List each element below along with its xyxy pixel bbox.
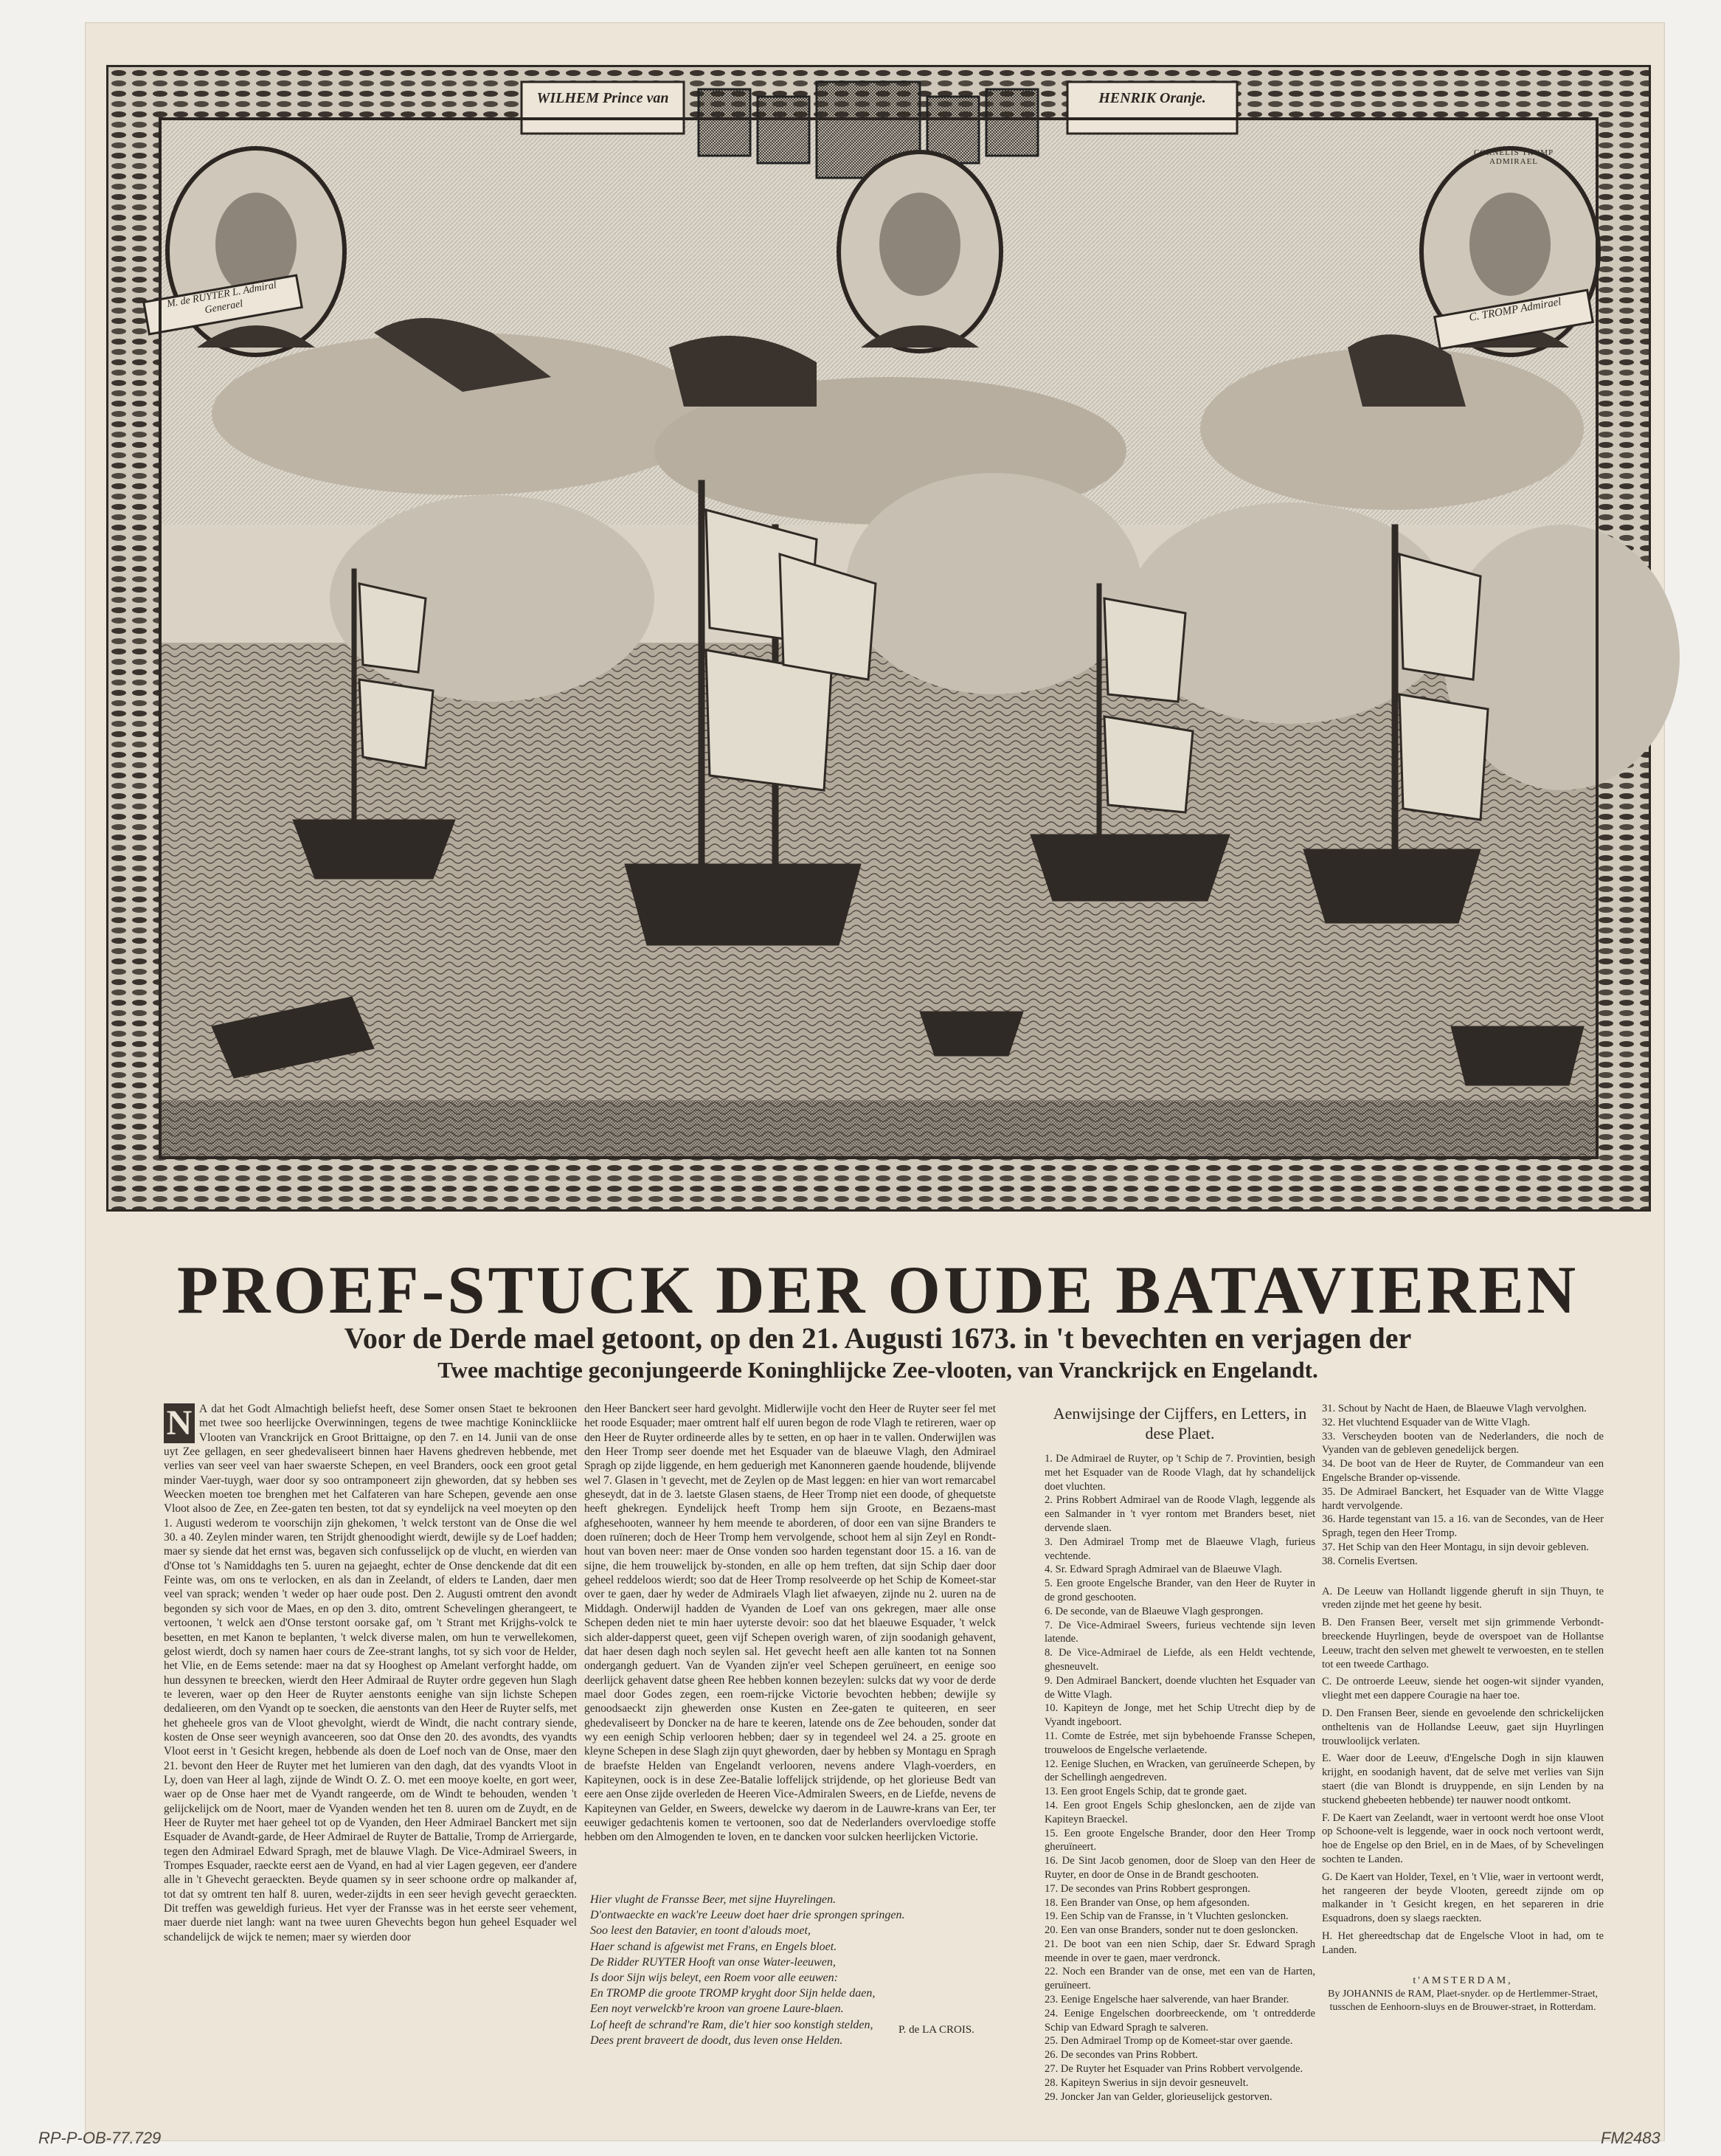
legend-item: 9. Den Admirael Banckert, doende vluchten het Esquader van de Witte Vlagh. xyxy=(1045,1674,1315,1701)
letter-item: D. Den Fransen Beer, siende en gevoelende den schrickelijcken ontheltenis van de Hollandse Leeuw, gaet sijn Huyrlingen trouwloolijck verlaten. xyxy=(1322,1707,1604,1747)
legend-item: 3. Den Admirael Tromp met de Blaeuwe Vlagh, furieus vechtende. xyxy=(1045,1535,1315,1562)
letter-item: A. De Leeuw van Hollandt liggende gheruft in sijn Thuyn, te vreden zijnde met het geene hy besit. xyxy=(1322,1585,1604,1611)
letter-legend xyxy=(1322,1585,1604,1958)
poem-line: Dees prent braveert de doodt, dus leven onse Helden. xyxy=(590,2034,843,2047)
legend-item: 6. De seconde, van de Blaeuwe Vlagh gesprongen. xyxy=(1045,1605,1264,1617)
legend-item: 12. Eenige Sluchen, en Wracken, van geruïneerde Schepen, by der Schellingh aengedreven. xyxy=(1045,1758,1315,1784)
arc-tromp: CORNELIS TROMP ADMIRAEL xyxy=(1473,148,1554,166)
legend-item: 37. Het Schip van den Heer Montagu, in sijn devoir gebleven. xyxy=(1322,1541,1589,1553)
legend-item: 35. De Admirael Banckert, het Esquader van de Witte Vlagge hardt vervolgende. xyxy=(1322,1485,1604,1512)
legend-item: 36. Harde tegenstant van 15. a 16. van de Secondes, van de Heer Spragh, tegen den Heer Tromp. xyxy=(1322,1513,1604,1540)
narrative-text-2: den Heer Banckert seer hard gevolght. Midlerwijle vocht den Heer de Ruyter seer fel met het roode Esquader; maer omtrent half elf uuren begon de rode Vlagh te retireren, waer op den Heer de Ruyter ordineerde alles by te setten, en op haer in te vallen. Onderwijlen was den Heer Tromp seer doende met het Esquader van de blaeuwe Vlagh, den Admirael Spragh op zijde liggende, en hem geduerigh met Kanonneren gaende houdende, blijvende wel 7. Glasen in 't gevecht, met de Zeylen op de Mast leggen: en hier van wort remarcabel gheseydt, dat in de 3. laetste Glasen staens, de Heer Tromp niet een doode, of ghequetste heeft ghekregen. Eyndelijck heeft Tromp hem sijn Groote, en Bezaens-mast afghesehooten, wanneer hy hem meende te aborderen, of door een van sijne Branders te doen ruïneren; doch de Heer Tromp hem vervolgende, schoot hem al sijn Zeyl en Rondt-hout van boven neer: maer de Onse vonden soo harden tegenstant door 15. a 16. van de sijne, die hem trouwelijck by-stonden, en alle op hem treften, dat sijn Schip daer door geheel reddeloos wierdt; soo dat de Heer Tromp resolveerde op het Schip de Komeet-star over te gaen, daer hy weder de Admiraels Vlagh liet afwaeyen, zijnde nu 2. uuren na de Middagh. Onderwijl hadden de Vyanden de Loef van ons gekregen, maer alle onse Schepen deden niet te min haer uyterste devoir: soo dat het blaeuwe Esquader, 't welck sich alder-dapperst queet, geen vijf Schepen overigh waren, of zijn soodanigh gehavent, dat haer desen dagh noch seylen sal. Het gevecht heeft aen alle kanten tot na Sonnen ondergangh geduert. Van de Vyanden zijn'er veel Schepen geruïneert, en eenige soo deerlijck gehavent datse gheen Ree hebben konnen bezeylen: sulcks dat wy voor de derde mael door Godes zegen, een roem-rijcke Victorie bevochten hebben; dewijle sy genoodsaeckt zijn ghewerden onse Kusten en Zee-gaten te quiteeren, en seer ghedevaliseert by Doncker na de hare te keeren, latende ons de Zee behouden, sonder dat wy een eenigh Schip verlooren hebben; daer sy in tegendeel wel 24. a 25. groote en kleyne Schepen in dese Slagh zijn quyt gheworden, daer by hebben sy Montagu en Spragh de braefste Helden van Engelandt verlooren, nevens andere Vlagh-voerders, en Kapiteynen, oock is in dese Zee-Batalie loffelijck strijdende, op het glorieuse Bedt van eere aen Onse zijde overleden de Heeren Vice-Admiralen Sweers, en de Liefde, nevens de Kapiteynen van Gelder, en Sweers, dewelcke wy daerom in de Lauwre-krans van Eer, ter eeuwiger gedachtenis komen te vertoonen, soo dat de Nederlanders overvloedige stoffe hebben om den Almogenden te loven, en te dancken voor sulcken heerlijcken Victorie. xyxy=(584,1403,996,1844)
letter-item: F. De Kaert van Zeelandt, waer in vertoont werdt hoe onse Vloot op Schoone-velt is leggende, waer in oock noch vertoont werdt, hoe de Engelse op den Briel, en in de Maes, of by Schevelingen sochten te Landen. xyxy=(1322,1811,1604,1865)
poem-line: Een noyt verwelckb're kroon van groene Laure-blaen. xyxy=(590,2003,844,2016)
legend-item: 34. De boot van de Heer de Ruyter, de Commandeur van een Engelsche Brander op-vissende. xyxy=(1322,1458,1604,1484)
legend-item: 21. De boot van een nien Schip, daer Sr. Edward Spragh meende in over te gaen, maer verdronck. xyxy=(1045,1938,1315,1964)
narrative-column-2 xyxy=(584,1402,996,1859)
poem-line: Haer schand is afgewist met Frans, en Engels bloet. xyxy=(590,1940,837,1953)
poem-line: Hier vlught de Fransse Beer, met sijne Huyrelingen. xyxy=(590,1893,837,1906)
poem-line: De Ridder RUYTER Hooft van onse Water-leeuwen, xyxy=(590,1955,836,1969)
legend-item: 4. Sr. Edward Spragh Admirael van de Blaeuwe Vlagh. xyxy=(1045,1564,1282,1576)
legend-item: 28. Kapiteyn Swerius in sijn devoir gesneuvelt. xyxy=(1045,2076,1249,2089)
ribbon-de-ruyter: M. de RUYTER L. Admiral Generael xyxy=(166,280,277,317)
poem-line: D'ontwaeckte en wack're Leeuw doet haer drie sprongen springen. xyxy=(590,1909,905,1922)
legend-item: 24. Eenige Engelschen doorbreeckende, om 't ontredderde Schip van Edward Spragh te salveren. xyxy=(1045,2007,1315,2034)
poem-line: Soo leest den Batavier, en toont d'alouds moet, xyxy=(590,1924,811,1938)
imprint-publisher: By JOHANNIS de RAM, Plaet-snyder. op de Hertlemmer-Straet, tusschen de Eenhoorn-sluys en de Brouwer-straet, in Rotterdam. xyxy=(1328,1989,1598,2014)
legend-column-letters xyxy=(1322,1402,1604,2014)
poem-signature: P. de LA CROIS. xyxy=(898,2024,974,2036)
poem-line: Lof heeft de schrand're Ram, die't hier soo konstigh stelden, xyxy=(590,2018,873,2031)
legend-item: 10. Kapiteyn de Jonge, met het Schip Utrecht diep by de Vyandt ingeboort. xyxy=(1045,1702,1315,1729)
poem-line: En TROMP die groote TROMP kryght door Sijn helde daen, xyxy=(590,1987,876,2000)
imprint-city: t'AMSTERDAM, xyxy=(1413,1975,1513,1987)
legend-column-numbers xyxy=(1045,1402,1315,2103)
legend-item: 32. Het vluchtend Esquader van de Witte Vlagh. xyxy=(1322,1416,1531,1428)
letter-item: G. De Kaert van Holder, Texel, en 't Vlie, waer in vertoont werdt, het rangeeren der beyde Vlooten, gereedt zijnde om op malkander in 't Gesicht kregen, en het separeren in drie Esquadrons, doen sy slaegs raeckten. xyxy=(1322,1870,1604,1925)
legend-item: 23. Eenige Engelsche haer salverende, van haer Brander. xyxy=(1045,1994,1289,2006)
inventory-stamp-right: FM2483 xyxy=(1601,2129,1661,2147)
inventory-stamp-left: RP-P-OB-77.729 xyxy=(38,2129,162,2147)
banner-right-text: HENRIK Oranje. xyxy=(1098,90,1206,106)
legend-item: 11. Comte de Estrée, met sijn bybehoende Fransse Schepen, trouweloos de Engelsche verlaetende. xyxy=(1045,1730,1315,1756)
legend-item: 14. Een groot Engels Schip ghesloncken, aen de zijde van Kapiteyn Braeckel. xyxy=(1045,1799,1315,1825)
legend-item: 25. Den Admirael Tromp op de Komeet-star over gaende. xyxy=(1045,2035,1293,2048)
banner-left-text: WILHEM Prince van xyxy=(536,90,669,106)
legend-item: 31. Schout by Nacht de Haen, de Blaeuwe Vlagh vervolghen. xyxy=(1322,1403,1587,1414)
legend-item: 17. De secondes van Prins Robbert gesprongen. xyxy=(1045,1882,1250,1895)
legend-item: 13. Een groot Engels Schip, dat te gronde gaet. xyxy=(1045,1786,1247,1798)
legend-heading: Aenwijsinge der Cijffers, en Letters, in dese Plaet. xyxy=(1053,1404,1307,1442)
letter-item: B. Den Fransen Beer, verselt met sijn grimmende Verbondt-breeckende Huyrlingen, beyde de overspoet van de Hollantse Leeuw, tracht den selven met ghewelt te verwoesten, en te stellen tot een tweede Carthago. xyxy=(1322,1617,1604,1670)
portrait-prince xyxy=(839,152,1001,351)
legend-item: 2. Prins Robbert Admirael van de Roode Vlagh, leggende als een Salmander in 't vyer rontom met Branders beset, niet dervende slaen. xyxy=(1045,1494,1315,1534)
naval-battle-engraving xyxy=(108,67,1649,1209)
subtitle-2: Twee machtige geconjungeerde Koninghlijcke Zee-vlooten, van Vranckrijck en Engelandt. xyxy=(437,1357,1318,1383)
legend-item: 1. De Admirael de Ruyter, op 't Schip de 7. Provintien, besigh met het Esquader van de Roode Vlagh, dat hy schandelijck doet vluchten. xyxy=(1045,1453,1315,1493)
letter-item: E. Waer door de Leeuw, d'Engelsche Dogh in sijn klauwen krijght, en soodanigh havent, dat de selve met verlies van Sijn staert (die van Blondt is druyppende, en sijn Lenden by na stuckend ghebeeten hebbende) ter nauwer noodt ontkomt. xyxy=(1322,1752,1604,1806)
letter-item: H. Het ghereedtschap dat de Engelsche Vloot in had, om te Landen. xyxy=(1322,1929,1604,1956)
engraving-plate xyxy=(106,65,1651,1212)
legend-item: 26. De secondes van Prins Robbert. xyxy=(1045,2049,1198,2062)
narrative-column-1 xyxy=(164,1402,577,1992)
legend-item: 27. De Ruyter het Esquader van Prins Robbert vervolgende. xyxy=(1045,2063,1303,2076)
legend-item: 19. Een Schip van de Fransse, in 't Vluchten gesloncken. xyxy=(1045,1910,1289,1923)
legend-item: 22. Noch een Brander van de onse, met een van de Harten, geruïneert. xyxy=(1045,1966,1315,1992)
legend-item: 8. De Vice-Admirael de Liefde, als een Heldt vechtende, ghesneuvelt. xyxy=(1045,1647,1315,1673)
imprint xyxy=(1322,1974,1604,2014)
legend-item: 38. Cornelis Evertsen. xyxy=(1322,1555,1418,1567)
legend-item: 18. Een Brander van Onse, op hem afgesonden. xyxy=(1045,1896,1250,1909)
letter-item: C. De ontroerde Leeuw, siende het oogen-wit sijnder vyanden, vlieght met een dappere Couragie na haer toe. xyxy=(1322,1676,1604,1702)
legend-item: 33. Verscheyden booten van de Nederlanders, die noch de Vyanden van de gebleven genedelijck bergen. xyxy=(1322,1430,1604,1457)
narrative-text-1: A dat het Godt Almachtigh beliefst heeft, dese Somer onsen Staet te bekroonen met twee soo heerlijcke Overwinningen, tegens de twee machtige Koninckliicke Vlooten van Vranckrijck en Groot Brittaigne, op den 7. en 14. Junii van de onse uyt Zee gellagen, en seer ghedevaliseert binnen haer Havens ghedreven hebbende, met verlies van seer veel van haer swaerste Schepen, en veel Branders, oock een groot getal minder Vaer-tuygh, waer door sy soo ontramponeert zijn gheworden, dat sy hebben ses Weecken moeten toe brenghen met het Calfateren van hare Schepen, gevende aen onse Vloot alsoo de Zee, en Zee-gaten ten besten, tot dat sy eyndelijck na veel moeyten op den 1. Augusti wederom te voorschijn zijn ghekomen, 't welck terstont van de Onse die wel 30. a 40. Zeylen minder waren, ten Strijdt ghenoodight wierdt, dewijle sy de Loef hadden; maer sy siende dat het ernst was, begaven sich confusselijck op de vlucht, en wierden van d'Onse tot 's Namiddaghs ten 5. uuren na gejaeght, echter de Onse denckende dat dit een Feinte was, om ons te verlocken, en als dan in Zeelandt, of elders te Landen, daer men veel van sprack; wenden 't weder op haer oude post. Den 2. Augusti omtrent den avondt begonden sy sich voor de Maes, en op den 3. dito, omtrent Schevelingen gherangeert, te vertoonen, 't welck aen d'Onse terstont oorsake gaf, om 't Strant met Krijghs-volck te besetten, en met Kanon te beplanten, 't welck diverse malen, om hun te verwellekomen, gelost wierdt, doch sy namen haer cours de Zee-strant langhs, tot sy sich voor de Helder, het Vlie, en de Eems setende: maer na dat sy Hooghest op Amelant verforght hadde, om hun dessynen te breecken, wierdt den Heer Admiraal de Ruyter ordre gegeven hun Slagh te leveren, waer op den Heer de Ruyter aenstonts eenighe van sijn lichste Schepen dedalieeren, om den Vyandt op te soecken, die aenstonts van den Heer de Ruyter selfs, met het gheheele gros van de Vloot ghevolght, wierdt de Windt, die nacht contrary siende, kosten de Onse seer weynigh avanceeren, soo dat Onse den 20. des avondts, des vyandts Vloot eerst in 't Gesicht kregen, hebbende als doen de Loef noch van de Onse, maer den 21. bevont den Heer de Ruyter met het lumieren van den dagh, dat des vyandts Vloot in Ly, doen van Heer al lagh, zijnde de Windt O. Z. O. met een mooye koelte, en gort weer, waer op de Onse haer met de Vyandt rangeerde, om de Windt te behouden, wenden 't gelijckelijck om de Noort, maer de Vyanden wenden het ten 8. uuren om de Zuydt, en de Heer de Ruyter met haer geheel tot op de Vyanden, den Heer Admirael Banckert met sijn Esquader de Avandt-garde, de Heer Admirael de Ruyter de Battalie, Tromp de Arriergarde, tegen den Admirael Edward Spragh, met de blauwe Vlagh. De Vice-Admirael Sweers, in Trompes Esquader, raeckte eerst aen de Vyand, en had al vier Lagen gegeven, eer d'andere alle in 't Ghevecht geraeckten. Beyde quamen sy in seer schoone ordre op malkander af, tot dat sy omtrent ten half 8. uuren, weder-zijdts in een seer hevigh gevecht geraeckten. Dit treffen was geweldigh furieus. Het vyer der Fransse was in het eerste seer vehement, maer duerde niet langh: want na twee uuren Ghevechts begon hun geheel Esquader wel schandelijck de wijck te nemen; maer sy wierden door xyxy=(164,1403,577,1943)
legend-item: 20. Een van onse Branders, sonder nut te doen gesloncken. xyxy=(1045,1924,1298,1937)
dropcap: N xyxy=(164,1403,195,1443)
subtitle-1: Voor de Derde mael getoont, op den 21. Augusti 1673. in 't bevechten en verjagen der xyxy=(344,1321,1412,1355)
ribbon-tromp: C. TROMP Admirael xyxy=(1468,296,1562,324)
legend-item: 29. Joncker Jan van Gelder, glorieuselijck gestorven. xyxy=(1045,2090,1272,2103)
legend-item: 15. Een groote Engelsche Brander, door den Heer Tromp gheruïneert. xyxy=(1045,1827,1315,1853)
poem-line: Is door Sijn wijs beleyt, een Roem voor alle eeuwen: xyxy=(590,1972,838,1985)
legend-item: 16. De Sint Jacob genomen, door de Sloep van den Heer de Ruyter, en door de Onse in de Brandt geschooten. xyxy=(1045,1855,1315,1881)
page-title: PROEF-STUCK DER OUDE BATAVIEREN xyxy=(176,1252,1579,1327)
legend-item: 5. Een groote Engelsche Brander, van den Heer de Ruyter in de grond geschooten. xyxy=(1045,1578,1315,1603)
legend-item: 7. De Vice-Admirael Sweers, furieus vechtende sijn leven latende. xyxy=(1045,1619,1315,1645)
